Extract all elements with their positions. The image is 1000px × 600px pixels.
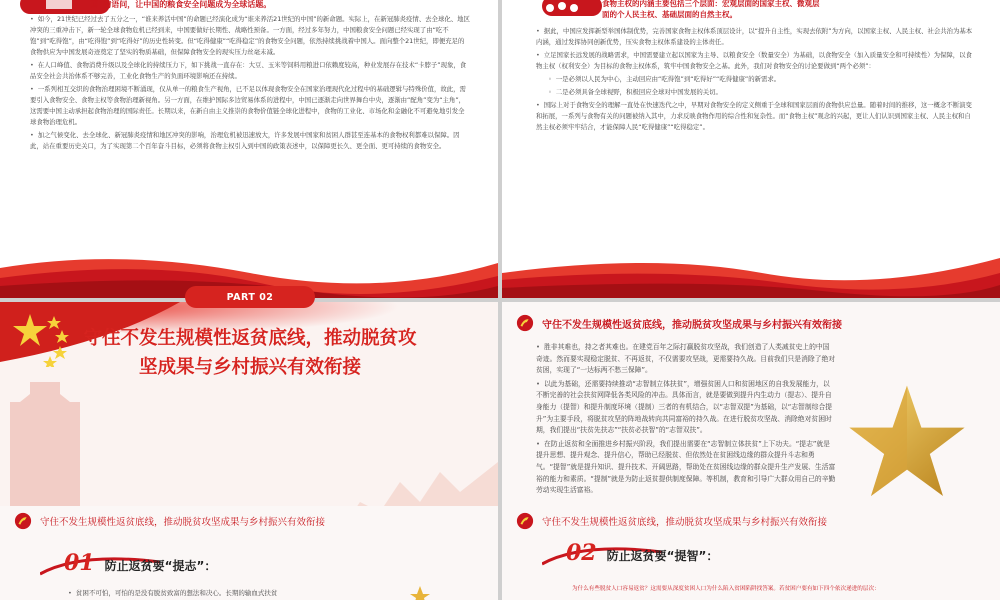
section-heading (566, 540, 718, 566)
paragraph: • 贫困不可怕，可怕的是没有脱贫致富的想法和决心。长期的输血式扶贫 (68, 588, 448, 599)
slide2-top-title-1: 食物主权的内涵主要包括三个层面：宏观层面的国家主权、微观层 (602, 0, 820, 8)
slide-thumbnail-1[interactable] (0, 0, 498, 298)
sub-item: ◦ 一是必须以人民为中心，主动回应由“吃得饱”到“吃得好”“吃得健康”的新需求。 (536, 74, 976, 85)
slide-header (14, 510, 484, 532)
slide2-body (536, 26, 976, 135)
slide1-top-title: 国”的语问，让中国的粮食安全问题成为全球话题。 (90, 0, 272, 9)
crowd-icon (540, 0, 590, 20)
paragraph: • 加之气候变化、去全球化、新冠肺炎疫情和地区冲突的影响，治理危机被迅速放大，许多发展中国家和贫困人群甚至连基本的食物权利都难以保障。因此，站在重要历史关口，为了实现第二个百年奋斗目标，必须将食物主权引入到中国的政策表述中，以保障更长久、更全面、更可持续的食物安全。 (30, 130, 470, 152)
party-emblem-icon (516, 512, 534, 530)
section-heading (64, 550, 216, 576)
star-cluster-icon (12, 312, 72, 367)
paragraph: • 在防止返贫和全面推进乡村振兴阶段，我们提出需要在“志智制立体扶贫”上下功夫。“提志”就是提升思想、提升观念、提升信心，帮助已经脱贫、但依然处在贫困线边缘的群众提升斗志和勇气。“提智”就是提升知识、提升技术、开阔思路，帮助处在贫困线边缘的群众提升生产发展、生活富裕的能力和素质。“提制”就是为防止返贫提供制度保障。等机制，教育和引导广大群众用自己的辛勤劳动实现生活富裕。 (536, 439, 836, 497)
slide-thumbnail-6[interactable] (502, 506, 1000, 600)
red-ribbon (502, 228, 1000, 298)
header-title: 守住不发生规模性返贫底线，推动脱贫攻坚成果与乡村振兴有效衔接 (542, 517, 828, 528)
section-label: 防止返贫要“提智”： (606, 549, 719, 563)
party-emblem-icon (14, 512, 32, 530)
slide4-body (536, 342, 836, 499)
paragraph: • 如今，21世纪已经过去了五分之一，“谁来养活中国”的命题已经演化成为“谁来养活21世纪的中国”的新命题。实际上，在新冠肺炎疫情、去全球化、地区冲突的三重冲击下，新一轮全球食物危机已经到来，中国要做好长期性、战略性预备。一方面，经过多年努力，中国粮食安全问题已经实现了由“吃不饱”到“吃得饱”，由“吃得饱”到“吃得好”的历史性转变。但“吃得健康”“吃得稳定”的食物安全问题，依然持续挑战着中国人。面向整个21世纪，即便充足的食物供应为中国发展奇迹奠定了坚实的物质基础，但保障食物安全的现实压力丝毫未减。 (30, 14, 470, 58)
slide-thumbnail-5[interactable] (0, 506, 498, 600)
star-icon (847, 382, 967, 502)
header-title: 守住不发生规模性返贫底线，推动脱贫攻坚成果与乡村振兴有效衔接 (40, 517, 326, 528)
slide-thumbnail-2[interactable] (502, 0, 1000, 298)
paragraph: • 胜非其难也，持之者其难也。在建党百年之际打赢脱贫攻坚战，我们创造了人类减贫史上的中国奇迹。然而要实现稳定脱贫、不再返贫，不仅需要攻坚战，更需要持久战。目前我们只是消除了绝对贫困，实现了“一达标两不愁三保障”。 (536, 342, 836, 377)
paragraph: • 一系列相互交织的食物治理困境不断涌现，仅从单一的粮食生产视角，已不足以体现食物安全在国家治理现代化过程中的基础逻辑与特殊价值，故此，需要引入食物安全、食物主权等食物治理新视角。另一方面，在维护国际多边贸易体系的进程中，中国已逐渐走向世界舞台中央，逐渐由“配角”变为“主角”，这需要中国主动承担起食物治理的国际责任。长期以来，在新自由主义推崇的食物价值链全球化进程中，食物的工业化、市场化和金融化不可避免地引发全球食物治理危机。 (30, 84, 470, 128)
section-number: 02 (566, 540, 597, 566)
paragraph: • 据此，中国应发挥新型举国体制优势，完善国家食物主权体系顶层设计，以“提升自主性，实现去依附”为方向，以国家主权、人民主权、社会共治为基本内涵，通过发挥协同创新优势，压实食物主权体系建设的主体责任。 (536, 26, 976, 48)
star-icon (410, 586, 430, 600)
flag-icon (44, 0, 74, 11)
section-number: 01 (64, 550, 95, 576)
paragraph: • 国际上对于食物安全的理解一直处在快速迭代之中，早期对食物安全的定义侧重于全球和国家层面的食物供应总量。随着时间的推移，这一概念不断演变和拓展，一系列与食物有关的问题被纳入其中，力求反映食物作用的综合性和复杂性。而“食物主权”观念的兴起，更让人们认识到国家主权、人民主权和自然主权必须牢牢结合，才能保障人民“吃得健康”“吃得稳定”。 (536, 100, 976, 133)
part-label: PART 02 (185, 286, 315, 308)
paragraph: • 在人口峰值、食物消费升级以及全球化的持续压力下，如下挑战一直存在：大豆、玉米等饲料用粮进口依赖度较高，种业发展存在技术“卡脖子”现象，食品安全社会共治体系不够完善，工业化食物生产的负面环境影响还在持续。 (30, 60, 470, 82)
header-title: 守住不发生规模性返贫底线，推动脱贫攻坚成果与乡村振兴有效衔接 (542, 319, 842, 331)
part-title: 守住不发生规模性返贫底线，推动脱贫攻坚成果与乡村振兴有效衔接 (83, 328, 417, 378)
slide5-body (68, 588, 448, 600)
sub-item: ◦ 二是必须具备全球视野，积极回应全球对中国发展的关切。 (536, 87, 976, 98)
paragraph: • 立足国家长远发展的战略需求，中国需要建立起以国家为主导、以粮食安全（数量安全）为基础，以食物安全（加入质量安全和可持续性）为保障，以食物主权（权利安全）为目标的食物主权体系，筑牢中国食物安全之基。此外，我们对食物安全的讨论要做到“两个必须”： (536, 50, 976, 72)
slide1-body (30, 14, 470, 154)
slide-header (516, 312, 986, 334)
party-emblem-icon (516, 314, 534, 332)
slide2-top-title-2: 面的个人民主权、基础层面的自然主权。 (602, 10, 737, 19)
slide6-intro: 为什么有些脱贫人口容易返贫？这需要从深度贫困人口为什么陷入贫困陷阱找答案。若贫困户要有如下四个依次递进的层次： (572, 586, 880, 592)
slide-header (516, 510, 986, 532)
paragraph: • 以此为基础，还需要持续推动“志智制立体扶贫”，增强贫困人口和贫困地区的自我发展能力，以不断完善的社会扶贫网降低各类风险的冲击。具体而言，就是要做到提升内生动力（提志）、提升自身能力（提智）和提升制度环境（提制）三者的有机结合，以“志智双提”为基础，以“志智制综合提升”为主要手段，将脱贫攻坚的阵地战转向共同富裕的持久战。在进行脱贫攻坚战、消除绝对贫困时期，我们提出“扶贫先扶志”“扶贫必扶智”的“志智双扶”。 (536, 379, 836, 437)
section-label: 防止返贫要“提志”： (104, 559, 217, 573)
